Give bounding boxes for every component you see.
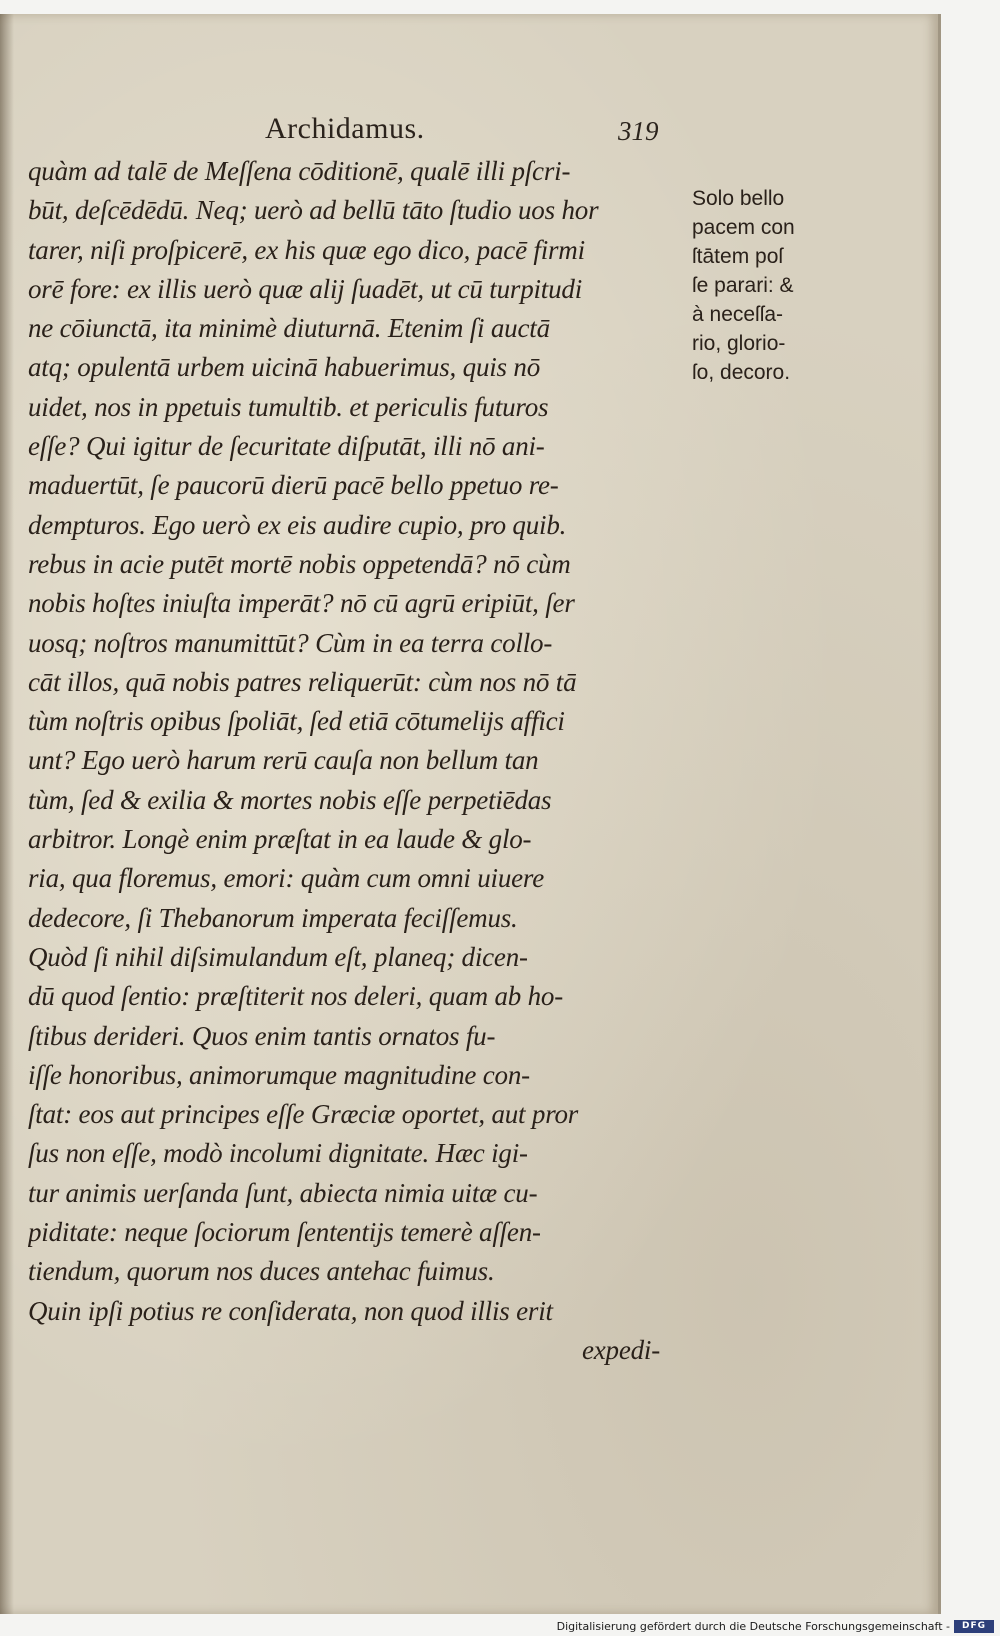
text-line: eſſe? Qui igitur de ſecuritate diſputāt, illi nō ani- — [28, 431, 545, 462]
text-line: tur animis uerſanda ſunt, abiecta nimia uitæ cu- — [28, 1177, 538, 1208]
text-line: tiendum, quorum nos duces antehac fuimus. — [28, 1256, 495, 1287]
text-line: maduertūt, ſe paucorū dierū pacē bello ppetuo re- — [28, 470, 559, 501]
text-line: unt? Ego uerò harum rerū cauſa non bellum tan — [28, 745, 539, 776]
text-line: Quòd ſi nihil diſsimulandum eſt, planeq; dicen- — [28, 941, 528, 972]
text-line: tùm, ſed & exilia & mortes nobis eſſe perpetiēdas — [28, 784, 552, 815]
text-line: ne cōiunctā, ita minimè diuturnā. Etenim ſi auctā — [28, 313, 550, 344]
digitization-credit: Digitalisierung gefördert durch die Deutsche Forschungsgemeinschaft - — [556, 1620, 950, 1633]
text-line: piditate: neque ſociorum ſententijs temerè aſſen- — [28, 1217, 541, 1248]
margin-note-line: Solo bello — [692, 187, 785, 210]
body-text — [28, 152, 678, 1370]
margin-note-line: ſe parari: & — [692, 274, 794, 297]
text-line: cāt illos, quā nobis patres reliquerūt: cùm nos nō tā — [28, 666, 577, 697]
text-line: nobis hoſtes iniuſta imperāt? nō cū agrū eripiūt, ſer — [28, 588, 575, 619]
book-page — [0, 14, 941, 1614]
margin-note-line: rio, glorio- — [692, 332, 786, 355]
text-line: uosq; noſtros manumittūt? Cùm in ea terra collo- — [28, 627, 553, 658]
text-line: iſſe honoribus, animorumque magnitudine con- — [28, 1059, 530, 1090]
text-line: atq; opulentā urbem uicinā habuerimus, quis nō — [28, 352, 541, 383]
text-line: orē fore: ex illis uerò quæ alij ſuadēt, ut cū turpitudi — [28, 273, 582, 304]
text-line: quàm ad talē de Meſſena cōditionē, qualē illi pſcri- — [28, 156, 571, 186]
text-line: ria, qua floremus, emori: quàm cum omni uiuere — [28, 863, 544, 894]
text-line: ſus non eſſe, modò incolumi dignitate. Hæc igi- — [28, 1138, 528, 1169]
text-line: arbitror. Longè enim præſtat in ea laude & glo- — [28, 824, 532, 855]
margin-note-line: ſtātem poſ — [692, 245, 784, 268]
text-line: dedecore, ſi Thebanorum imperata feciſſemus. — [28, 902, 518, 933]
margin-note-line: à neceſſa- — [692, 303, 784, 326]
text-line: ſtat: eos aut principes eſſe Græciæ oportet, aut pror — [28, 1099, 579, 1130]
margin-note-line: pacem con — [692, 216, 795, 239]
running-title: Archidamus. — [265, 112, 425, 145]
text-line: rebus in acie putēt mortē nobis oppetendā? nō cùm — [28, 548, 571, 579]
text-line: Quin ipſi potius re conſiderata, non quod illis erit — [28, 1295, 553, 1326]
margin-note-line: ſo, decoro. — [692, 361, 791, 384]
gutter-shadow — [0, 14, 14, 1614]
text-line: ſtibus derideri. Quos enim tantis ornatos fu- — [28, 1020, 496, 1051]
margin-note — [692, 184, 817, 387]
text-line: dempturos. Ego uerò ex eis audire cupio, pro quib. — [28, 509, 567, 540]
text-line: būt, deſcēdēdū. Neq; uerò ad bellū tāto ſtudio uos hor — [28, 195, 599, 226]
dfg-logo: DFG — [954, 1620, 994, 1633]
page-number: 319 — [618, 116, 659, 146]
catchword: expedi- — [581, 1334, 660, 1365]
page-header — [30, 112, 670, 152]
text-line: dū quod ſentio: præſtiterit nos deleri, quam ab ho- — [28, 981, 564, 1012]
text-line: tarer, niſi proſpicerē, ex his quæ ego dico, pacē firmi — [28, 234, 585, 265]
text-line: uidet, nos in ppetuis tumultib. et periculis futuros — [28, 391, 549, 422]
text-line: tùm noſtris opibus ſpoliāt, ſed etiā cōtumelijs affici — [28, 706, 565, 737]
